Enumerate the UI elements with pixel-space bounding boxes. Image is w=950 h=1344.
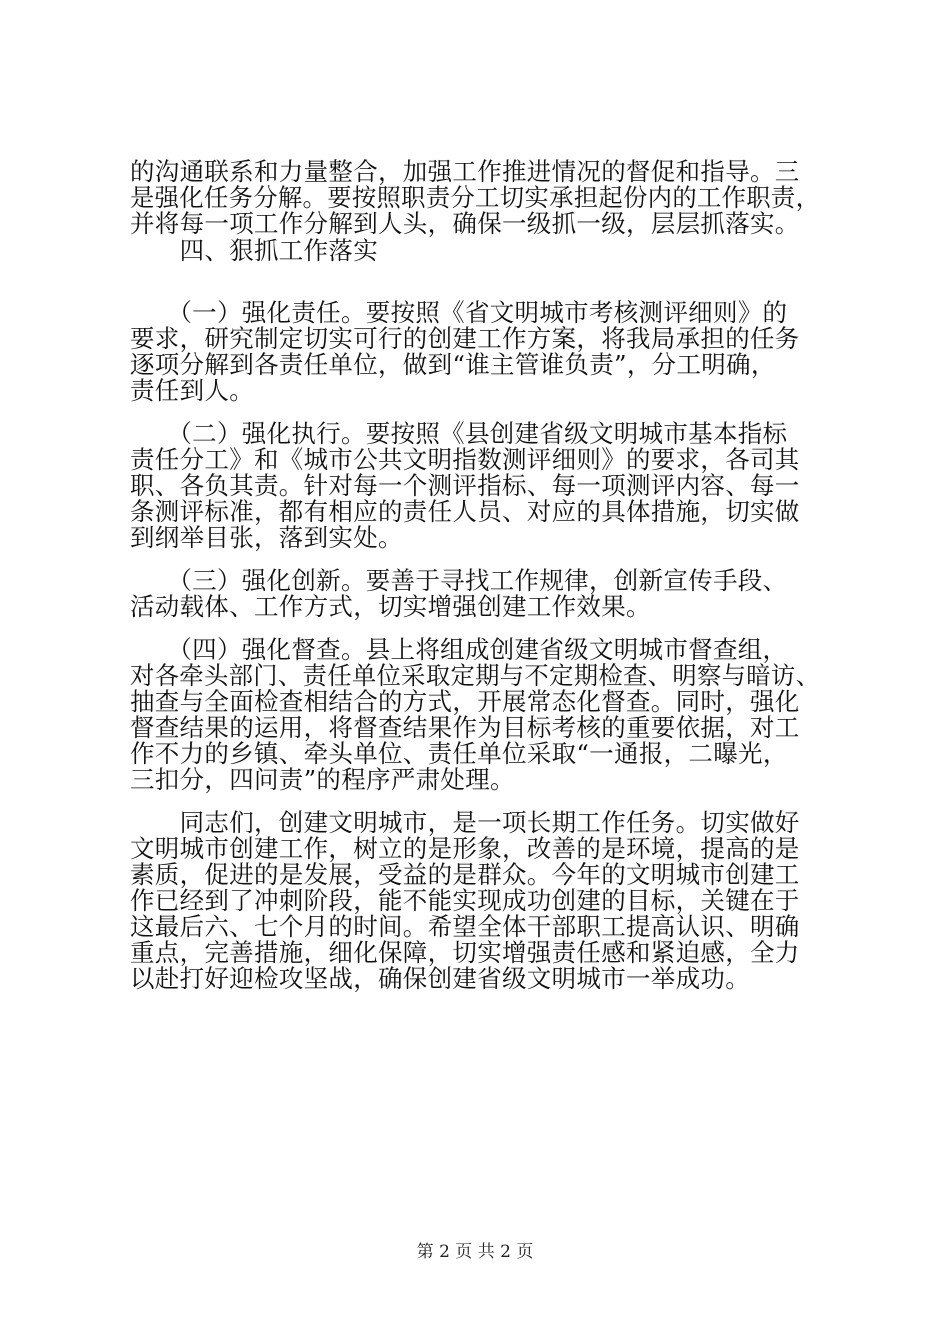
body-text-line: 到纲举目张，落到实处。: [130, 523, 403, 552]
body-text-line: 并将每一项工作分解到人头，确保一级抓一级，层层抓落实。: [130, 209, 800, 238]
body-text-line: 这最后六、七个月的时间。希望全体干部职工提高认识、明确: [130, 912, 800, 941]
body-text-line: 责任分工》和《城市公共文明指数测评细则》的要求，各司其: [130, 445, 800, 474]
body-text-line: 作不力的乡镇、牵头单位、责任单位采取“一通报，二曝光，: [130, 739, 788, 768]
body-text-line: 以赴打好迎检攻坚战，确保创建省级文明城市一举成功。: [130, 964, 750, 993]
body-text-line: 重点，完善措施，细化保障，切实增强责任感和紧迫感，全力: [130, 938, 800, 967]
body-text-line: 督查结果的运用，将督查结果作为目标考核的重要依据，对工: [130, 713, 800, 742]
body-text-line: （一）强化责任。要按照《省文明城市考核测评细则》的: [130, 298, 788, 327]
body-text-line: 三扣分，四问责”的程序严肃处理。: [130, 765, 515, 794]
body-text-line: 责任到人。: [130, 376, 254, 405]
body-text-line: 文明城市创建工作，树立的是形象，改善的是环境，提高的是: [130, 834, 800, 863]
body-text-line: 逐项分解到各责任单位，做到“谁主管谁负责”，分工明确，: [130, 350, 776, 379]
body-text-line: 条测评标准，都有相应的责任人员、对应的具体措施，切实做: [130, 497, 800, 526]
body-text-line: 对各牵头部门、责任单位采取定期与不定期检查、明察与暗访、: [130, 661, 821, 690]
body-text-line: （二）强化执行。要按照《县创建省级文明城市基本指标: [130, 419, 788, 448]
body-text-line: 活动载体、工作方式，切实增强创建工作效果。: [130, 592, 651, 621]
body-text-line: 素质，促进的是发展，受益的是群众。今年的文明城市创建工: [130, 860, 800, 889]
body-text-line: 的沟通联系和力量整合，加强工作推进情况的督促和指导。三: [130, 157, 800, 186]
section-heading: 四、狠抓工作落实: [130, 236, 378, 265]
body-text-line: 作已经到了冲刺阶段，能不能实现成功创建的目标，关键在于: [130, 886, 800, 915]
body-text-line: 职、各负其责。针对每一个测评指标、每一项测评内容、每一: [130, 471, 800, 500]
page-number-footer: 第 2 页 共 2 页: [416, 1242, 534, 1262]
body-text-line: 要求，研究制定切实可行的创建工作方案，将我局承担的任务: [130, 324, 800, 353]
body-text-line: 同志们，创建文明城市，是一项长期工作任务。切实做好: [130, 808, 800, 837]
body-text-line: 抽查与全面检查相结合的方式，开展常态化督查。同时，强化: [130, 687, 800, 716]
body-text-line: （三）强化创新。要善于寻找工作规律，创新宣传手段、: [130, 566, 788, 595]
body-text-line: （四）强化督查。县上将组成创建省级文明城市督查组，: [130, 635, 788, 664]
body-text-line: 是强化任务分解。要按照职责分工切实承担起份内的工作职责，: [130, 183, 821, 212]
